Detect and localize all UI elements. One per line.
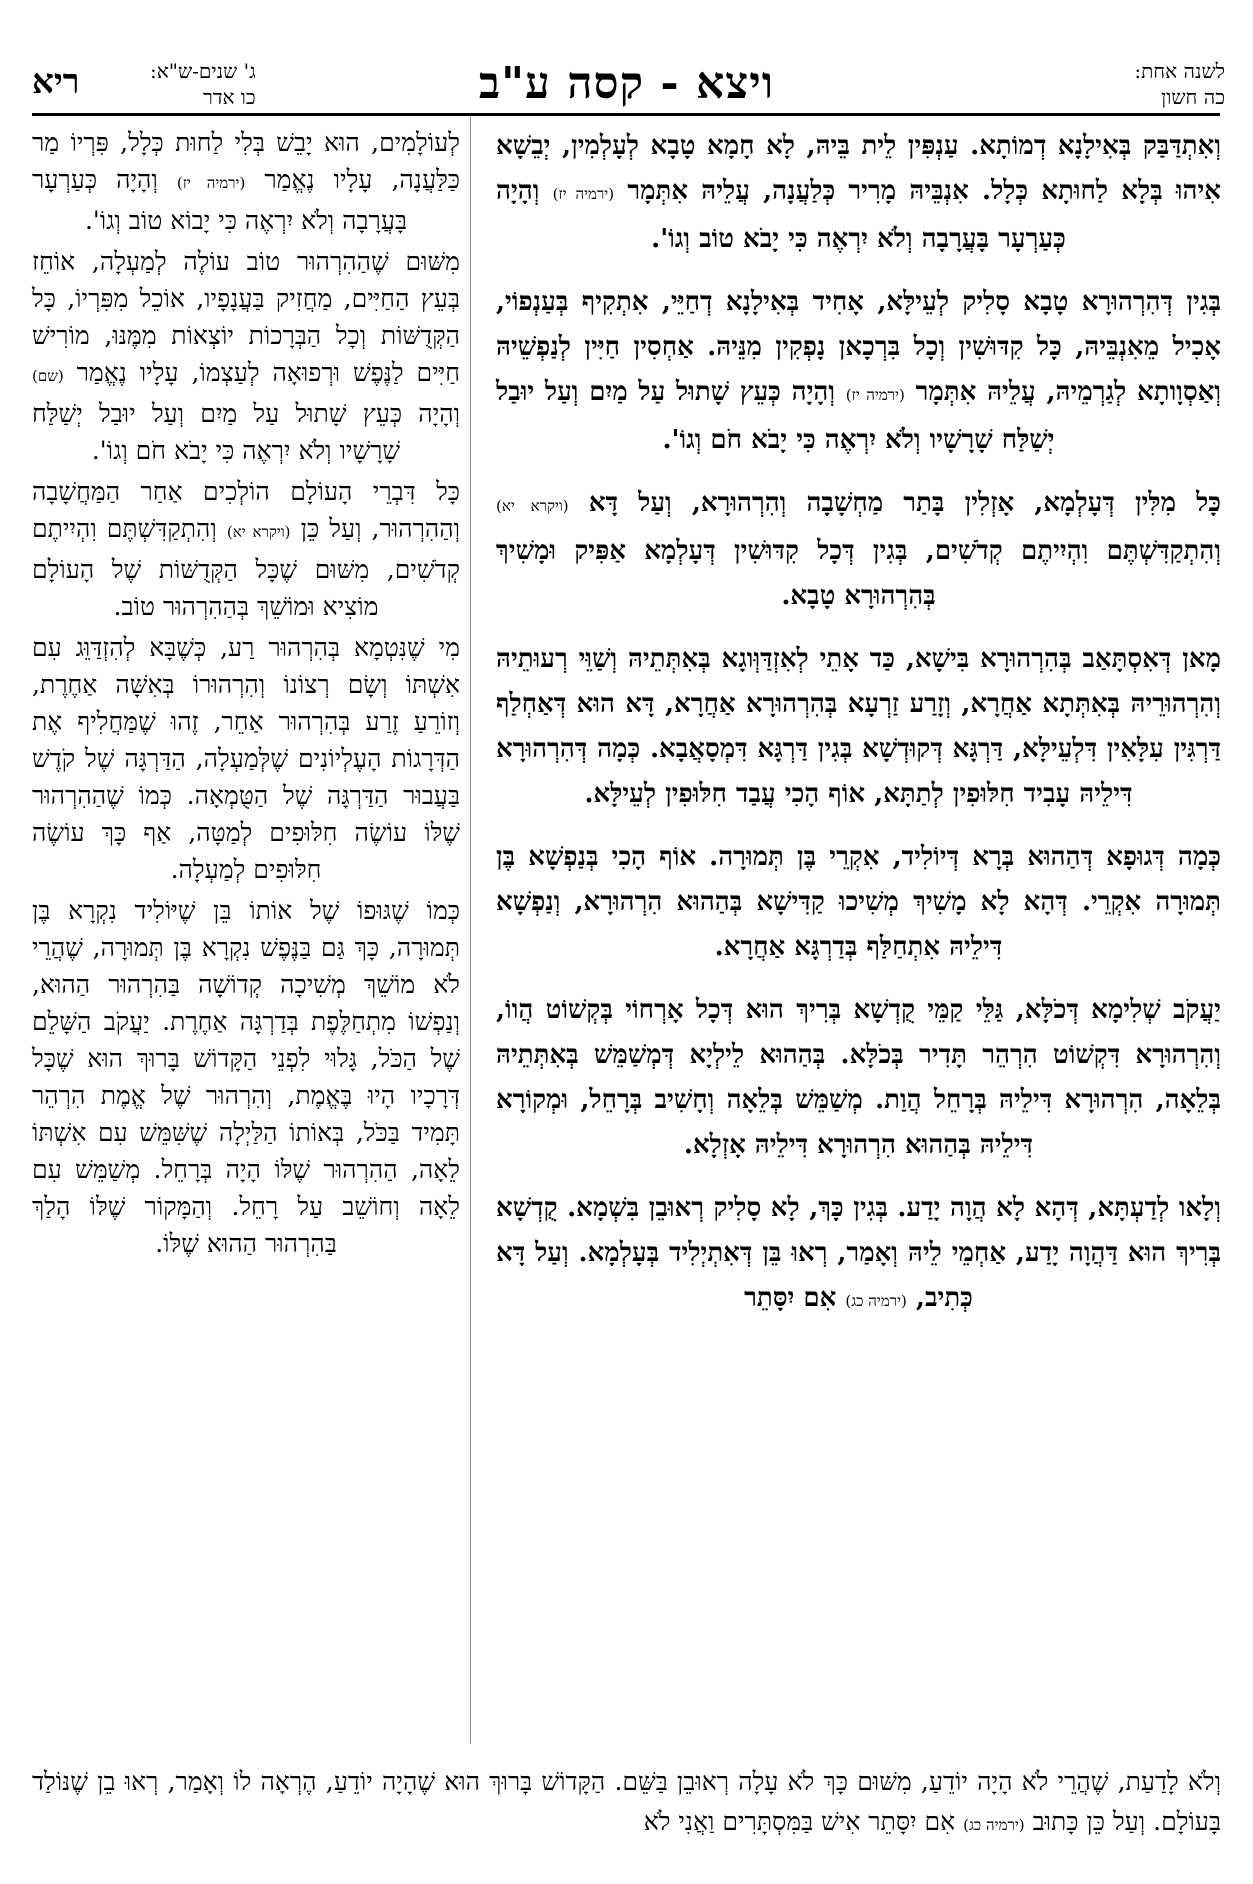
column-divider <box>470 116 471 1744</box>
verse-citation: (שם) <box>32 367 64 385</box>
aramaic-main-column <box>496 124 1221 1342</box>
text-run: אִם יִסָּתֵר <box>744 1283 846 1313</box>
paragraph <box>496 124 1221 262</box>
verse-citation: (ירמיה כג) <box>963 1816 1025 1834</box>
study-schedule-three-years <box>150 58 256 110</box>
text-run: כָּל דִּבְרֵי הָעוֹלָם הוֹלְכִים אַחַר הַמַּחֲשָׁבָה וְהַהִרְהוּר, וְעַל כֵּן <box>32 477 461 543</box>
schedule-date: כו אדר <box>203 85 256 109</box>
text-run: יַעֲקֹב שְׁלִימָא דְּכֹלָּא, גַּלֵּי קַמֵּי קֻדְשָׁא בְּרִיךְ הוּא דְּכָל אָרְחוֹי בְּקְשׁוֹט הֲווֹ, וְהִרְהוּרָא דִּקְשׁוֹט הִרְהֵר תָּדִיר בְּכֹלָּא. בְּהַהוּא לֵילְיָא דְּמְשַׁמֵּשׁ בְּאִתְּתֵיהּ בְּלֵאָה, הִרְהוּרָא דִּילֵיהּ בְּרָחֵל הֲוַת. מְשַׁמֵּשׁ בְּלֵאָה וְחָשִׁיב בְּרָחֵל, וּמְקוֹרָא דִּילֵיהּ בְּהַהוּא הִרְהוּרָא דִּילֵיהּ אָזְלָא. <box>496 995 1222 1160</box>
text-run: כְּמוֹ שֶׁגּוּפוֹ שֶׁל אוֹתוֹ בֵּן שֶׁיּוֹלִיד נִקְרָא בֶּן תְּמוּרָה, כָּךְ גַּם בַּנֶּפֶשׁ נִקְרָא בֶּן תְּמוּרָה, שֶׁהֲרֵי לֹא מוֹשֵׁךְ מְשִׁיכָה קְדוֹשָׁה בַּהִרְהוּר הַהוּא, וְנַפְשׁוֹ מִתְחַלֶּפֶת בְּדַרְגָּה אַחֶרֶת. <box>32 896 460 1036</box>
text-run: וְלֹא לָדַעַת, שֶׁהֲרֵי לֹא הָיָה יוֹדֵעַ, מִשּׁוּם כָּךְ לֹא עָלָה רְאוּבֵן בַּשֵּׁם. הַקָּדוֹשׁ בָּרוּךְ הוּא שֶׁהָיָה יוֹדֵעַ, הֶרְאָה לוֹ וְאָמַר, רְאוּ בֵן שֶׁנּוֹלַד בָּעוֹלָם. וְעַל כֵּן כָּתוּב <box>32 1767 1221 1836</box>
paragraph <box>32 892 460 1262</box>
verse-citation: (ירמיה יז) <box>552 185 615 203</box>
text-run: וְהָיָה כְּעֵץ שָׁתוּל עַל מַיִם וְעַל יוּבַל יְשַׁלַּח שָׁרָשָׁיו וְלֹא יִרְאֶה כִּי יָבֹא חֹם וְגוֹ'. <box>496 377 1055 455</box>
paragraph <box>496 988 1221 1168</box>
paragraph <box>496 280 1221 463</box>
schedule-date: כה חשון <box>1161 85 1225 109</box>
page-header <box>0 0 1253 112</box>
text-run: וְהָיָה כְּעַרְעָר בָּעֲרָבָה וְלֹא יִרְאֶה כִּי יָבֹא טוֹב וְגוֹ'. <box>496 176 1066 254</box>
text-run: וְהָיָה כְּעֵץ שָׁתוּל עַל מַיִם וְעַל יוּבַל יְשַׁלַּח שָׁרָשָׁיו וְלֹא יִרְאֶה כִּי יָבֹא חֹם וְגוֹ'. <box>32 399 460 465</box>
text-run: אִם יִסָּתֵר אִישׁ בַּמִּסְתָּרִים וַאֲנִי לֹא <box>643 1807 964 1836</box>
text-run: מָאן דְּאִסְתָּאַב בְּהִרְהוּרָא בִּישָׁא, כַּד אָתֵי לְאִזְדַּוְּוגָא בְּאִתְּתֵיהּ וְשַׁוֵּי רְעוּתֵיהּ וְהִרְהוּרֵיהּ בְּאִתְּתָא אַחֲרָא, וְזָרַע זַרְעָא בְּהִרְהוּרָא אַחֲרָא, דָּא הוּא דְּאַחְלַף דַּרְגִּין עִלָּאִין דִּלְעֵילָּא, דַּרְגָּא דְּקוּדְשָׁא בְּגִין דַּרְגָּא דִּמְסָאֲבָא. כְּמָה דְּהִרְהוּרָא דִּילֵיהּ עָבִיד חִלּוּפִין לְתַתָּא, אוֹף הָכִי עֲבַד חִלּוּפִין לְעֵילָּא. <box>496 644 1221 809</box>
verse-citation: (ירמיה יז) <box>176 174 246 192</box>
paragraph <box>496 1186 1221 1324</box>
page-title: ויצא - קסה ע"ב <box>478 58 775 109</box>
paragraph <box>32 473 460 625</box>
text-run: יַעֲקֹב הַשָּׁלֵם שֶׁל הַכֹּל, גָּלוּי לִפְנֵי הַקָּדוֹשׁ בָּרוּךְ הוּא שֶׁכָּל דְּרָכָיו הָיוּ בֶּאֱמֶת, וְהִרְהוּר שֶׁל אֱמֶת הִרְהֵר תָּמִיד בַּכֹּל, בְּאוֹתוֹ הַלַּיְלָה שֶׁשִּׁמֵּשׁ עִם אִשְׁתּוֹ לֵאָה, הַהִרְהוּר שֶׁלּוֹ הָיָה בְּרָחֵל. מְשַׁמֵּשׁ עִם לֵאָה וְחוֹשֵׁב עַל רָחֵל. וְהַמָּקוֹר שֶׁלּוֹ הָלַךְ בַּהִרְהוּר הַהוּא שֶׁלּוֹ. <box>32 1007 460 1258</box>
paragraph <box>32 1762 1221 1845</box>
hebrew-translation-column <box>32 124 460 1266</box>
text-run: בְּגִין דְּהִרְהוּרָא טָבָא סָלִיק לְעֵילָּא, אָחִיד בְּאִילָנָא דְחַיֵּי, אִתְקִיף בְּעַנְפוֹי, אָכִיל מֵאִנְבֵּיהּ, כָּל קִדּוּשִׁין וְכָל בִּרְכָאן נָפְקִין מִנֵּיהּ. אַחְסִין חַיִּין לְנַפְשֵׁיהּ וְאַסְוָותָא לְגַרְמֵיהּ, עֲלֵיהּ אִתְּמָר <box>496 287 1222 407</box>
text-run: וְאִתְדַּבַּק בְּאִילָנָא דְמוֹתָא. עַנְפִּין לֵית בֵּיהּ, לָא חָמָא טָבָא לְעָלְמִין, יְבֵשָׁא אִיהוּ בְּלָא לַחוּתָא כְּלָל. אִנְבֵּיהּ מָרִיר כְּלַעֲנָה, עֲלֵיהּ אִתְּמָר <box>496 131 1222 206</box>
schedule-label: לשנה אחת: <box>1134 59 1225 83</box>
header-rule <box>32 113 1220 116</box>
text-run: וְהִתְקַדִּשְׁתֶּם וִהְיִיתֶם קְדֹשִׁים, מִשּׁוּם שֶׁכָּל הַקְּדֻשּׁוֹת שֶׁל הָעוֹלָם מוֹצִיא וּמוֹשֵׁךְ בְּהַהִרְהוּר טוֹב. <box>32 514 460 621</box>
text-run: וְלָאו לְדַעְתָּא, דְּהָא לָא הֲוָה יָדַע. בְּגִין כָּךְ, לָא סָלִיק רְאוּבֵן בִּשְׁמָא. קֻדְשָׁא בְּרִיךְ הוּא דַּהֲוָה יָדַע, אַחְמֵי לֵיהּ וְאָמַר, רְאוּ בֵּן דְּאִתְיְלִיד בְּעָלְמָא. וְעַל דָּא כְּתִיב, <box>496 1193 1221 1313</box>
paragraph <box>496 637 1221 817</box>
paragraph <box>32 629 460 888</box>
hebrew-translation-continuation <box>32 1762 1221 1845</box>
paragraph <box>32 243 460 469</box>
paragraph <box>32 124 460 239</box>
text-run: וְהִתְקַדִּשְׁתֶּם וִהְיִיתֶם קְדֹשִׁים, בְּגִין דְּכָל קִדּוּשִׁין דְּעָלְמָא אַפִּיק וּמָשִׁיךְ בְּהִרְהוּרָא טָבָא. <box>496 536 1221 611</box>
page-number: ריא <box>32 62 80 102</box>
schedule-label: ג' שנים-ש"א: <box>150 59 256 83</box>
text-run: מִי שֶׁנִּטְמָא בְּהִרְהוּר רַע, כְּשֶׁבָּא לְהִזְדַּוֵּג עִם אִשְׁתּוֹ וְשָׂם רְצוֹנוֹ וְהִרְהוּרוֹ בְּאִשָּׁה אַחֶרֶת, וְזוֹרֵעַ זֶרַע בְּהִרְהוּר אַחֵר, זֶהוּ שֶׁמַּחֲלִיף אֶת הַדְּרָגוֹת הָעֶלְיוֹנִים שֶׁלְּמַעְלָה, הַדַּרְגָּה שֶׁל קֹדֶשׁ בַּעֲבוּר הַדַּרְגָּה שֶׁל הַטֻּמְאָה. כְּמוֹ שֶׁהַהִרְהוּר שֶׁלּוֹ עוֹשֶׂה חִלּוּפִים לְמַטָּה, אַף כָּךְ עוֹשֶׂה חִלּוּפִים לְמַעְלָה. <box>32 633 460 884</box>
text-run: כָּל מִלִּין דְּעָלְמָא, אָזְלִין בָּתַר מַחְשָׁבָה וְהִרְהוּרָא, וְעַל דָּא <box>568 488 1221 518</box>
text-run: מִשּׁוּם שֶׁהַהִרְהוּר טוֹב עוֹלֶה לְמַעְלָה, אוֹחֵז בְּעֵץ הַחַיִּים, מַחֲזִיק בַּעֲנָפָיו, אוֹכֵל מִפִּרְיוֹ, כָּל הַקְּדֻשּׁוֹת וְכָל הַבְּרָכוֹת יוֹצְאוֹת מִמֶּנּוּ, מוֹרִישׁ חַיִּים לַנֶּפֶשׁ וּרְפוּאָה לְעַצְמוֹ, עָלָיו נֶאֱמַר <box>32 247 460 387</box>
paragraph <box>496 835 1221 970</box>
paragraph <box>496 481 1221 619</box>
text-run: לְעוֹלָמִים, הוּא יָבֵשׁ בְּלִי לַחוּת כְּלָל, פִּרְיוֹ מַר כַּלַּעֲנָה, עָלָיו נֶאֱמַר <box>32 128 461 194</box>
verse-citation: (ירמיה יז) <box>845 386 905 404</box>
text-run: כְּמָה דְּגוּפָא דְּהַהוּא בְּרָא דְּיוֹלִיד, אִקְרֵי בֶּן תְּמוּרָה. אוֹף הָכִי בְּנַפְשָׁא בֶּן תְּמוּרָה אִקְרֵי. דְּהָא לָא מָשִׁיךְ מְשִׁיכוּ קַדִּישָׁא בְּהַהוּא הִרְהוּרָא, וְנַפְשָׁא דִּילֵיהּ אִתְחַלַּף בְּדַרְגָּא אַחֲרָא. <box>496 842 1221 962</box>
verse-citation: (ויקרא יא) <box>496 497 569 515</box>
verse-citation: (ירמיה כג) <box>845 1292 907 1310</box>
verse-citation: (ויקרא יא) <box>226 523 291 541</box>
text-run: וְהָיָה כְּעַרְעָר בָּעֲרָבָה וְלֹא יִרְאֶה כִּי יָבוֹא טוֹב וְגוֹ'. <box>32 165 408 235</box>
